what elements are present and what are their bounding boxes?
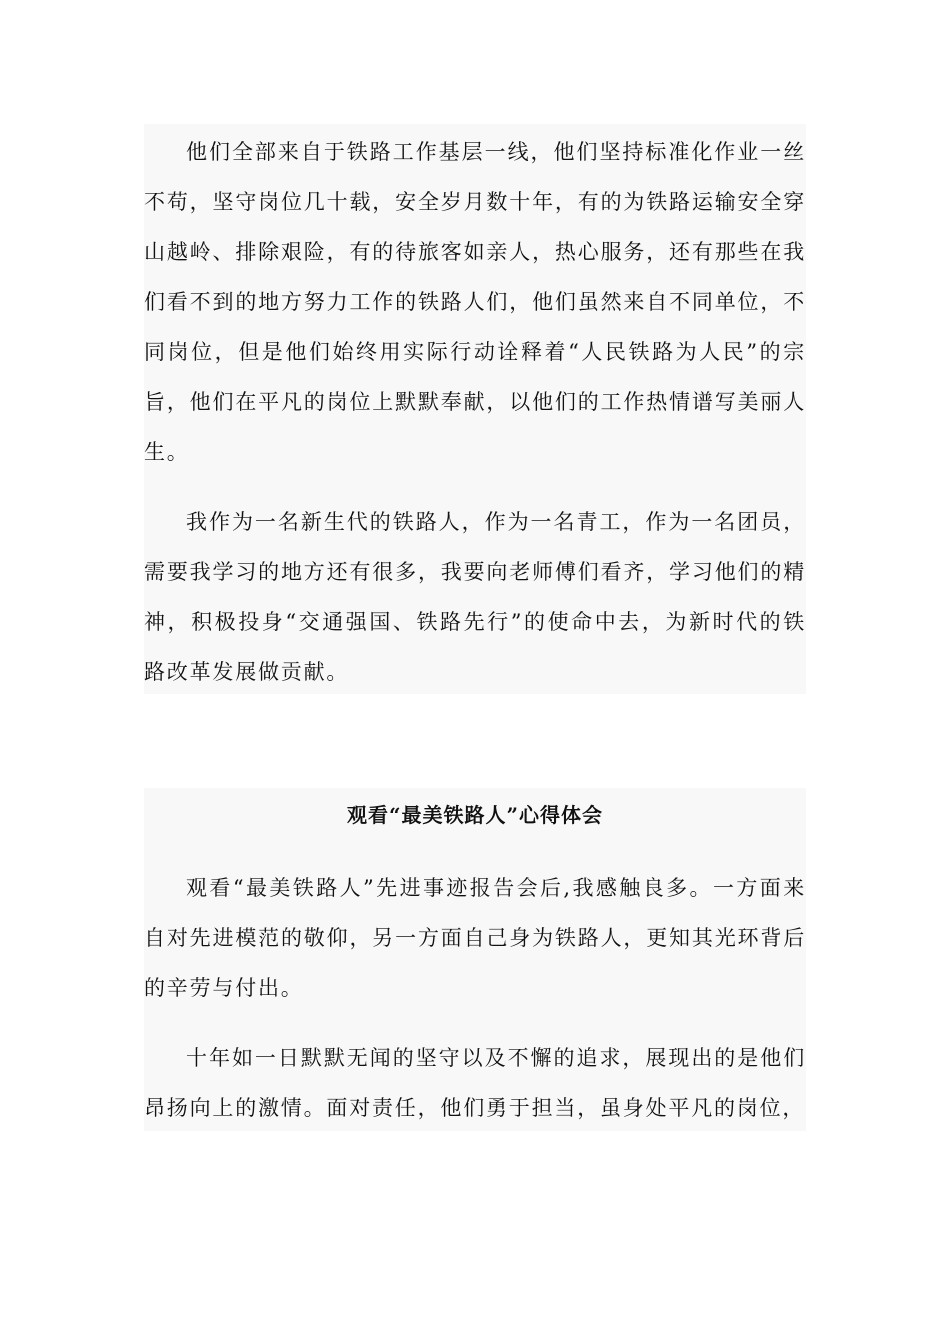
article-title: 观看“最美铁路人”心得体会 [346,803,603,827]
paragraph: 十年如一日默默无闻的坚守以及不懈的追求，展现出的是他们昂扬向上的激情。面对责任，他们勇于担当，虽身处平凡的岗位， [144,1046,806,1120]
paragraph: 他们全部来自于铁路工作基层一线，他们坚持标准化作业一丝不苟，坚守岗位几十载，安全岁月数十年，有的为铁路运输安全穿山越岭、排除艰险，有的待旅客如亲人，热心服务，还有那些在我们看不到的地方努力工作的铁路人们，他们虽然来自不同单位，不同岗位，但是他们始终用实际行动诠释着“人民铁路为人民”的宗旨，他们在平凡的岗位上默默奉献，以他们的工作热情谱写美丽人生。 [144,140,806,464]
text-block-1 [144,124,806,694]
text-block-2 [144,788,806,1131]
paragraph: 我作为一名新生代的铁路人，作为一名青工，作为一名团员，需要我学习的地方还有很多，我要向老师傅们看齐，学习他们的精神，积极投身“交通强国、铁路先行”的使命中去，为新时代的铁路改革发展做贡献。 [144,510,806,684]
paragraph: 观看“最美铁路人”先进事迹报告会后,我感触良多。一方面来自对先进模范的敬仰，另一方面自己身为铁路人，更知其光环背后的辛劳与付出。 [144,876,806,1000]
